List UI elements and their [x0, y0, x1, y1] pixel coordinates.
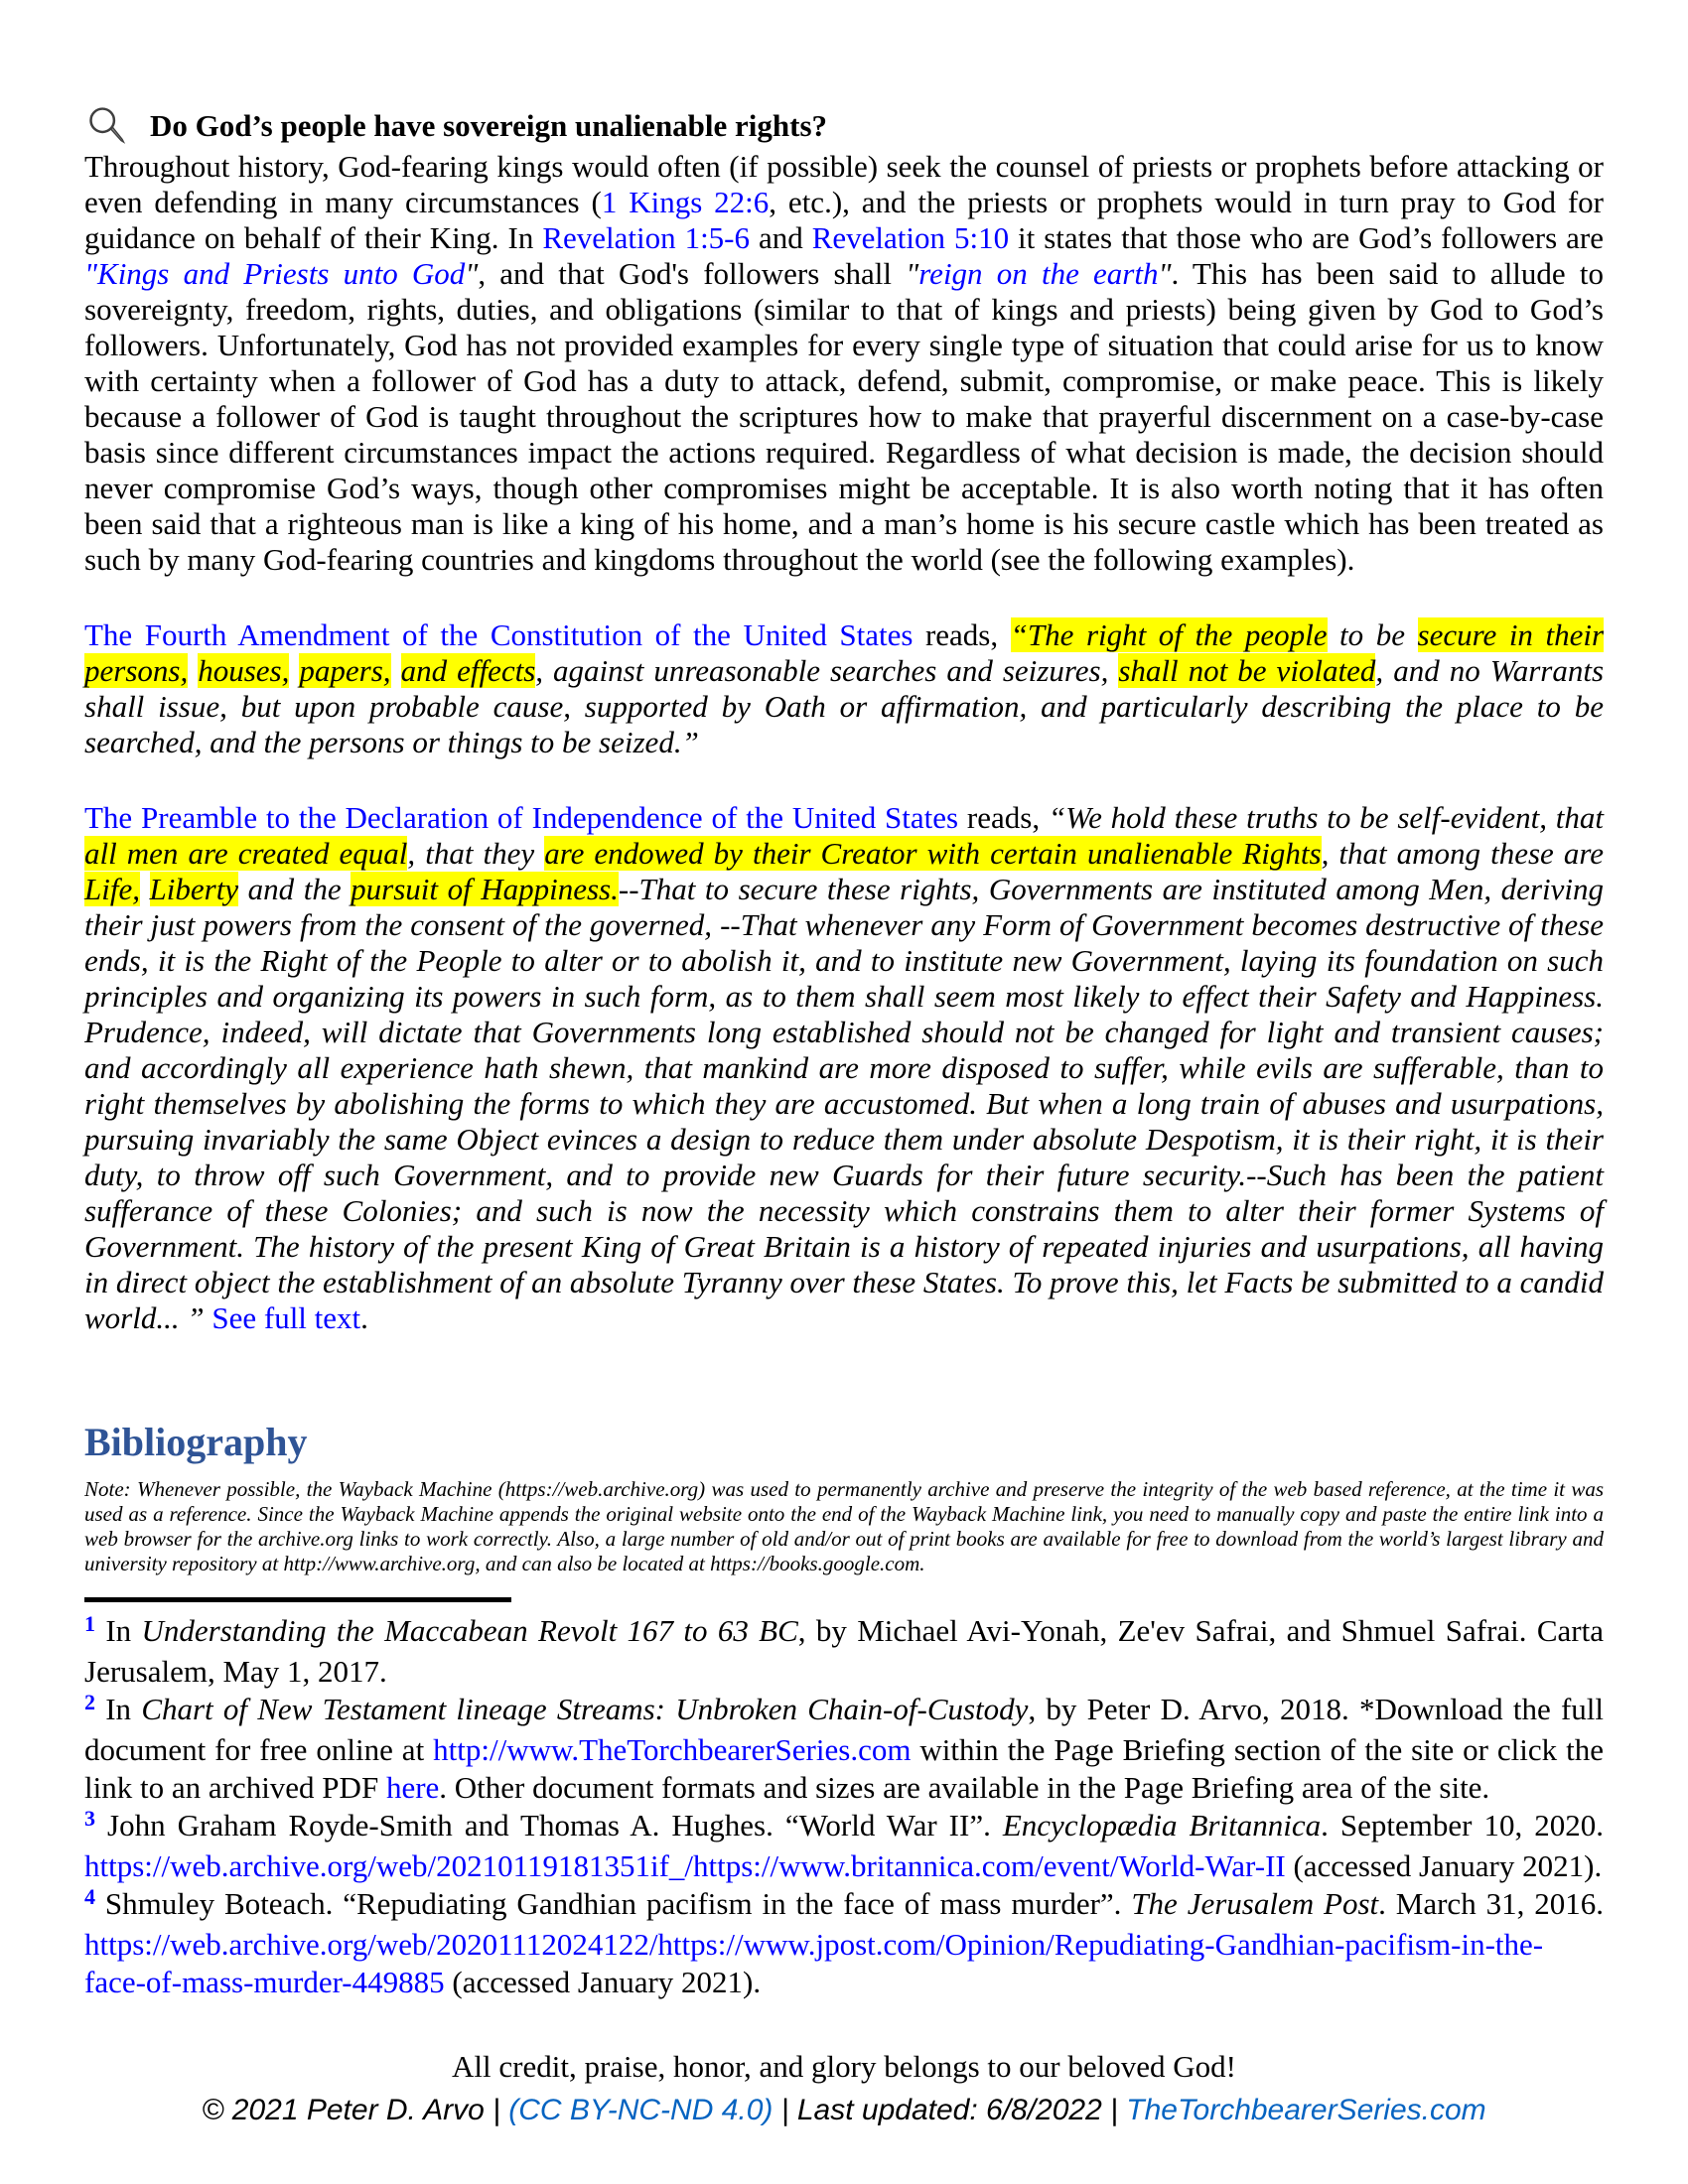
footer-credit-line: All credit, praise, honor, and glory belongs to our beloved God! — [452, 2049, 1236, 2084]
highlighted-text: Life, — [84, 872, 140, 906]
text-run: . Other document formats and sizes are available in the Page Briefing area of the site. — [439, 1770, 1490, 1805]
text-run: reads, — [958, 800, 1049, 835]
highlighted-text: all men are created equal — [84, 836, 408, 871]
text-run: " — [906, 256, 919, 291]
link-revelation-1-5-6[interactable]: Revelation 1:5-6 — [542, 220, 751, 255]
text-run — [289, 653, 299, 688]
text-run: --That to secure these rights, Governments are instituted among Men, deriving their just powers from the consent of the governed, --That whenever any Form of Government becomes destructive of these ends, it is the Right of the People to alter or to abolish it, and to institute new Government, laying its foundation on such principles and organizing its powers in such form, as to them shall seem most likely to effect their Safety and Happiness. Prudence, indeed, will dictate that Governments long established should not be changed for light and transient causes; and accordingly all experience hath shewn, that mankind are more disposed to suffer, while evils are sufferable, than to right themselves by abolishing the forms to which they are accustomed. But when a long train of abuses and usurpations, pursuing invariably the same Object evinces a design to reduce them under absolute Despotism, it is their right, it is their duty, to throw off such Government, and to provide new Guards for their future security.--Such has been the patient sufferance of these Colonies; and such is now the necessity which constrains them to alter their former Systems of Government. The history of the present King of Great Britain is a history of repeated injuries and usurpations, all having in direct object the establishment of an absolute Tyranny over these States. To prove this, let Facts be submitted to a candid world... ” — [84, 872, 1604, 1335]
text-run: Throughout history, God-fearing kings would often (if possible) seek the counsel of priests or prophets before attacking or even defending in many circumstances ( — [84, 149, 1604, 219]
text-run: “We hold these truths to be self-evident, that — [1048, 800, 1604, 835]
text-run: to be — [1327, 617, 1418, 652]
link-britannica-wwii[interactable]: https://web.archive.org/web/20210119181351if_/https://www.britannica.com/event/World-War-II — [84, 1848, 1286, 1883]
footnote-1-text — [84, 1613, 1604, 1689]
bibliography-heading: Bibliography — [84, 1420, 308, 1464]
highlighted-text: are endowed by their Creator with certain unalienable Rights — [544, 836, 1322, 871]
footnote-3-number: 3 — [84, 1806, 95, 1832]
text-run: In — [95, 1613, 142, 1648]
intro-paragraph — [84, 149, 1604, 578]
text-run: , and that God's followers shall — [478, 256, 907, 291]
link-torchbearer-series[interactable]: http://www.TheTorchbearerSeries.com — [433, 1732, 912, 1767]
bibliography-note: Note: Whenever possible, the Wayback Machine (https://web.archive.org) was used to permanently archive and preserve the integrity of the web based reference, at the time it was used as a reference. Since the Wayback Machine appends the original website onto the end of the Wayback Machine link, you need to manually copy and paste the entire link into a web browser for the archive.org links to work correctly. Also, a large number of old and/or out of print books are available for free to download from the world’s largest library and university repository at http://www.archive.org, and can also be located at https://books.google.com. — [84, 1477, 1604, 1575]
text-run: , by Michael Avi-Yonah, Ze'ev Safrai, and Shmuel Safrai. Carta Jerusalem, May 1, 2017. — [84, 1613, 1604, 1689]
footnote-2-number: 2 — [84, 1690, 95, 1715]
link-1-kings-22-6[interactable]: 1 Kings 22:6 — [601, 185, 770, 219]
link-revelation-5-10[interactable]: Revelation 5:10 — [811, 220, 1010, 255]
text-run: and the — [238, 872, 352, 906]
highlighted-text: secure in their persons, — [84, 617, 1605, 688]
footnote-1 — [84, 1612, 1604, 1691]
preamble-paragraph — [84, 800, 1604, 1336]
text-run: . — [360, 1300, 368, 1335]
text-run — [140, 872, 150, 906]
text-run: © 2021 Peter D. Arvo | — [202, 2094, 509, 2126]
highlighted-text: Liberty — [149, 872, 239, 906]
link-fourth-amendment[interactable]: The Fourth Amendment of the Constitution of the United States — [84, 617, 914, 652]
text-run — [188, 653, 198, 688]
text-run: Shmuley Boteach. “Repudiating Gandhian pacifism in the face of mass murder”. — [95, 1886, 1132, 1921]
text-run: Understanding the Maccabean Revolt 167 to 63 BC — [141, 1613, 798, 1648]
footnote-4 — [84, 1885, 1604, 2001]
text-run: , by Peter D. Arvo, 2018. *Download the full document for free online at — [84, 1692, 1604, 1767]
link-cc-by-nc-nd[interactable]: (CC BY-NC-ND 4.0) — [508, 2094, 774, 2126]
text-run: In — [95, 1692, 142, 1726]
fourth-amendment-paragraph — [84, 617, 1604, 760]
footnote-2 — [84, 1691, 1604, 1807]
footnote-4-text — [84, 1886, 1604, 1999]
highlighted-text: papers, — [299, 653, 391, 688]
page-footer — [84, 2047, 1604, 2130]
question-heading — [84, 103, 1604, 149]
text-run: reads, — [913, 617, 1011, 652]
text-run: . September 10, 2020. — [1321, 1808, 1604, 1843]
highlighted-text: “The right of the people — [1010, 617, 1328, 652]
footer-copyright-line — [84, 2091, 1604, 2130]
link-archived-pdf-here[interactable]: here — [385, 1770, 440, 1805]
link-jpost-article[interactable]: https://web.archive.org/web/20201112024122/https://www.jpost.com/Opinion/Repudiating-Gandhian-pacifism-in-the-face-of-mass-murder-449885 — [84, 1927, 1544, 1999]
link-preamble-declaration[interactable]: The Preamble to the Declaration of Independence of the United States — [84, 800, 959, 835]
highlighted-text: pursuit of Happiness. — [351, 872, 619, 906]
link-torchbearer-home[interactable]: TheTorchbearerSeries.com — [1126, 2094, 1486, 2126]
text-run: , against unreasonable searches and seizures, — [535, 653, 1119, 688]
text-run: . March 31, 2016. — [1378, 1886, 1604, 1921]
text-run — [391, 653, 401, 688]
footnote-2-text — [84, 1692, 1604, 1805]
text-run: , that among these are — [1321, 836, 1605, 871]
text-run: Encyclopædia Britannica — [1002, 1808, 1322, 1843]
text-run: John Graham Royde-Smith and Thomas A. Hughes. “World War II”. — [95, 1808, 1003, 1843]
footnote-separator — [84, 1597, 511, 1602]
footnote-3 — [84, 1807, 1604, 1885]
text-run: (accessed January 2021). — [1285, 1848, 1603, 1883]
magnifying-glass-icon — [84, 103, 130, 149]
link-see-full-text[interactable]: See full text — [211, 1300, 361, 1335]
footnote-1-number: 1 — [84, 1611, 95, 1637]
text-run: within the Page Briefing section of the site or click the link to an archived PDF — [84, 1732, 1604, 1805]
text-run: , etc.), and the priests or prophets would in turn pray to God for guidance on behalf of their King. In — [84, 185, 1604, 255]
text-run: . This has been said to allude to sovereignty, freedom, rights, duties, and obligations (similar to that of kings and priests) being given by God to God’s followers. Unfortunately, God has not provided examples for every single type of situation that could arise for us to know with certainty when a follower of God has a duty to attack, defend, submit, compromise, or make peace. This is likely because a follower of God is taught throughout the scriptures how to make that prayerful discernment on a case-by-case basis since different circumstances impact the actions required. Regardless of what decision is made, the decision should never compromise God’s ways, though other compromises might be acceptable. It is also worth noting that it has often been said that a righteous man is like a king of his home, and a man’s home is his secure castle which has been treated as such by many God-fearing countries and kingdoms throughout the world (see the following examples). — [84, 256, 1604, 577]
page-title: Do God’s people have sovereign unalienable rights? — [150, 108, 828, 143]
highlighted-text: shall not be violated — [1118, 653, 1376, 688]
text-run: and — [750, 220, 812, 255]
footnote-3-text — [84, 1808, 1604, 1883]
text-run: " — [465, 256, 479, 291]
text-run: , that they — [407, 836, 545, 871]
text-run: (accessed January 2021). — [444, 1965, 762, 1999]
highlighted-text: and effects — [400, 653, 536, 688]
text-run: The Jerusalem Post — [1131, 1886, 1379, 1921]
text-run: Chart of New Testament lineage Streams: Unbroken Chain-of-Custody — [141, 1692, 1029, 1726]
text-run: " — [1158, 256, 1172, 291]
link-reign-on-the-earth[interactable]: reign on the earth — [918, 256, 1159, 291]
text-run: it states that those who are God’s followers are — [1009, 220, 1604, 255]
highlighted-text: houses, — [198, 653, 290, 688]
link-kings-and-priests-unto-god[interactable]: "Kings and Priests unto God — [84, 256, 466, 291]
text-run: , and no Warrants shall issue, but upon probable cause, supported by Oath or affirmation, and particularly describing the place to be searched, and the persons or things to be seized.” — [84, 653, 1605, 759]
footnote-4-number: 4 — [84, 1884, 95, 1910]
text-run: | Last updated: 6/8/2022 | — [773, 2094, 1127, 2126]
